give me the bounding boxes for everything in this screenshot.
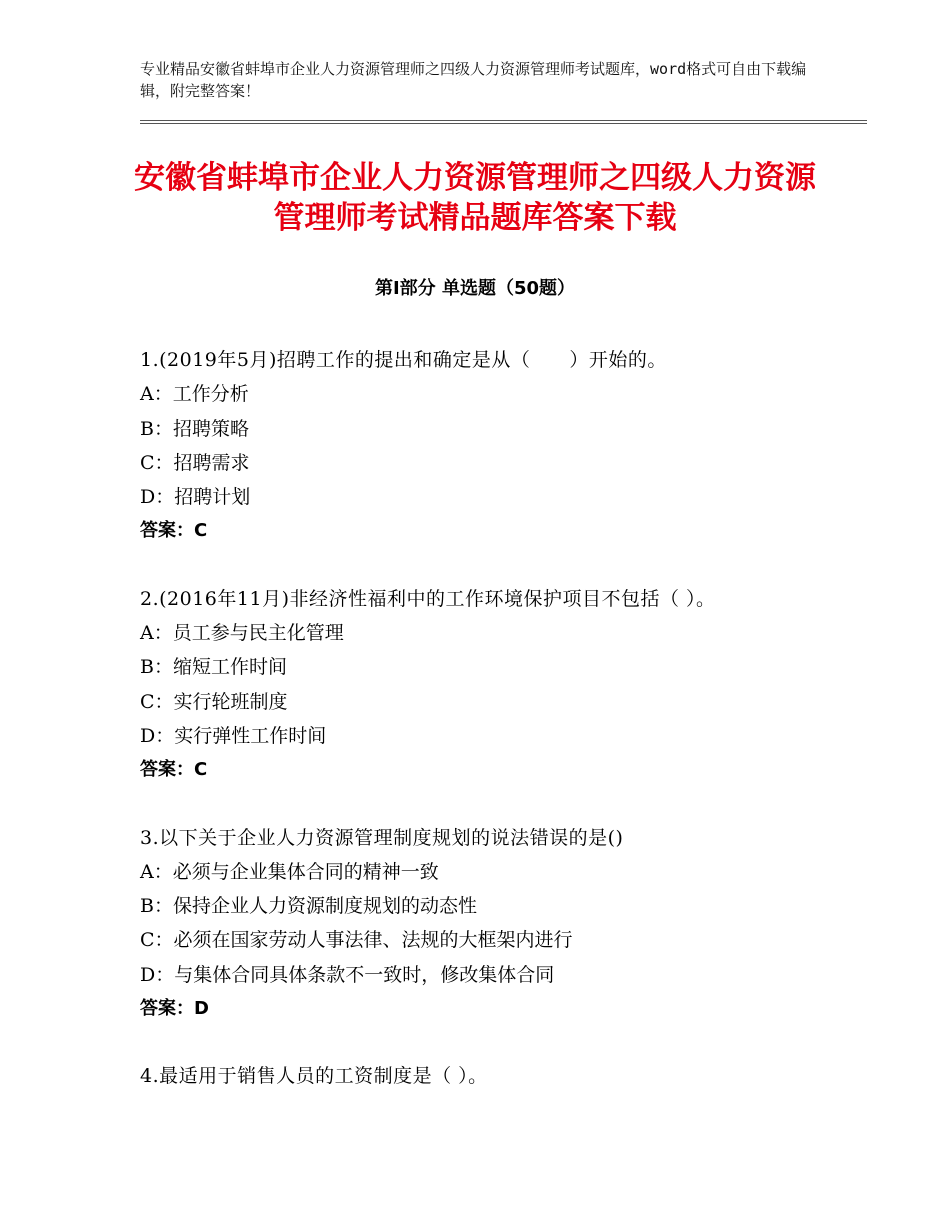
option-d: D：与集体合同具体条款不一致时，修改集体合同 bbox=[140, 963, 555, 986]
header-divider bbox=[140, 120, 867, 124]
question-1 bbox=[140, 343, 840, 549]
page-title: 安徽省蚌埠市企业人力资源管理师之四级人力资源管理师考试精品题库答案下载 bbox=[134, 160, 816, 236]
option-a: A：必须与企业集体合同的精神一致 bbox=[140, 860, 439, 883]
option-a: A：工作分析 bbox=[140, 383, 249, 406]
option-c: C：必须在国家劳动人事法律、法规的大框架内进行 bbox=[140, 929, 573, 952]
question-2 bbox=[140, 582, 840, 788]
header-note: 专业精品安徽省蚌埠市企业人力资源管理师之四级人力资源管理师考试题库，word格式可自由下载编辑，附完整答案！ bbox=[140, 60, 807, 100]
option-b: B：缩短工作时间 bbox=[140, 656, 287, 679]
question-stem: 2.(2016年11月)非经济性福利中的工作环境保护项目不包括（ ）。 bbox=[140, 587, 716, 610]
question-stem: 4.最适用于销售人员的工资制度是（ ）。 bbox=[140, 1065, 488, 1088]
option-b: B：保持企业人力资源制度规划的动态性 bbox=[140, 895, 477, 918]
question-3 bbox=[140, 821, 840, 1027]
question-4 bbox=[140, 1059, 840, 1093]
option-b: B：招聘策略 bbox=[140, 417, 249, 440]
option-c: C：招聘需求 bbox=[140, 451, 250, 474]
question-list bbox=[140, 343, 840, 1127]
answer: 答案：D bbox=[140, 998, 209, 1020]
section-heading: 第Ⅰ部分 单选题（50题） bbox=[374, 278, 575, 299]
answer: 答案：C bbox=[140, 759, 208, 781]
option-d: D：招聘计划 bbox=[140, 486, 251, 509]
question-stem: 1.(2019年5月)招聘工作的提出和确定是从（ ）开始的。 bbox=[140, 349, 667, 371]
option-c: C：实行轮班制度 bbox=[140, 690, 288, 713]
answer: 答案：C bbox=[140, 520, 208, 542]
question-stem: 3.以下关于企业人力资源管理制度规划的说法错误的是() bbox=[140, 826, 624, 849]
option-d: D：实行弹性工作时间 bbox=[140, 724, 327, 747]
option-a: A：员工参与民主化管理 bbox=[140, 622, 344, 645]
